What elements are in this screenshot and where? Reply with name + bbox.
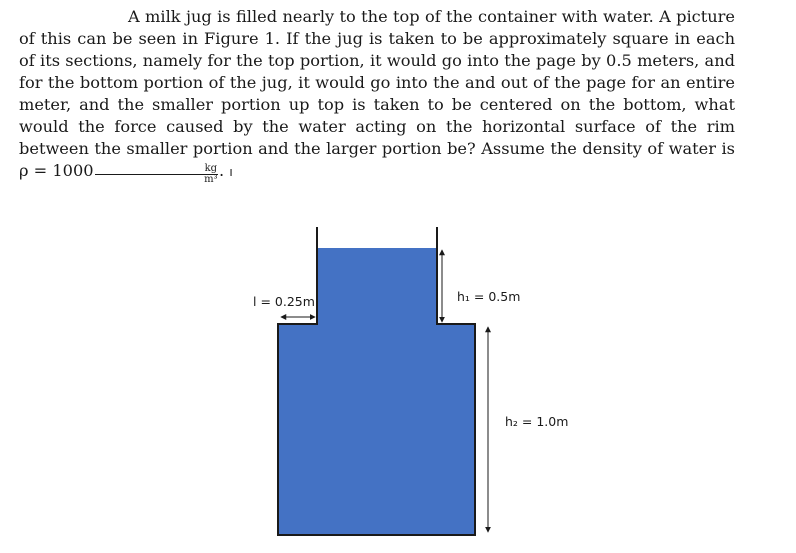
unit-denominator: m³ bbox=[204, 174, 218, 185]
text-cursor: ı bbox=[229, 165, 233, 179]
l-label: l = 0.25m bbox=[253, 294, 315, 309]
water-top-section bbox=[318, 248, 437, 326]
unit-numerator: kg bbox=[95, 164, 218, 175]
h1-label: h₁ = 0.5m bbox=[457, 289, 521, 304]
h2-label: h₂ = 1.0m bbox=[505, 414, 569, 429]
problem-text: A milk jug is filled nearly to the top of the container with water. A picture of this can be seen in Figure 1. If the jug is taken to be approximately square in each of its sections, namely for the top portion, it would go into the page by 0.5 meters, and for the bottom portion of the jug, it would go into the and out of the page for an entire meter, and the smaller portion up top is taken to be centered on the bottom, what would the force caused by the water acting on the horizontal surface of the rim between the smaller portion and the larger portion be? Assume the density of water is ρ = 1000 bbox=[19, 7, 735, 180]
problem-text-end: . bbox=[219, 161, 225, 180]
water-bottom-section bbox=[279, 324, 474, 534]
